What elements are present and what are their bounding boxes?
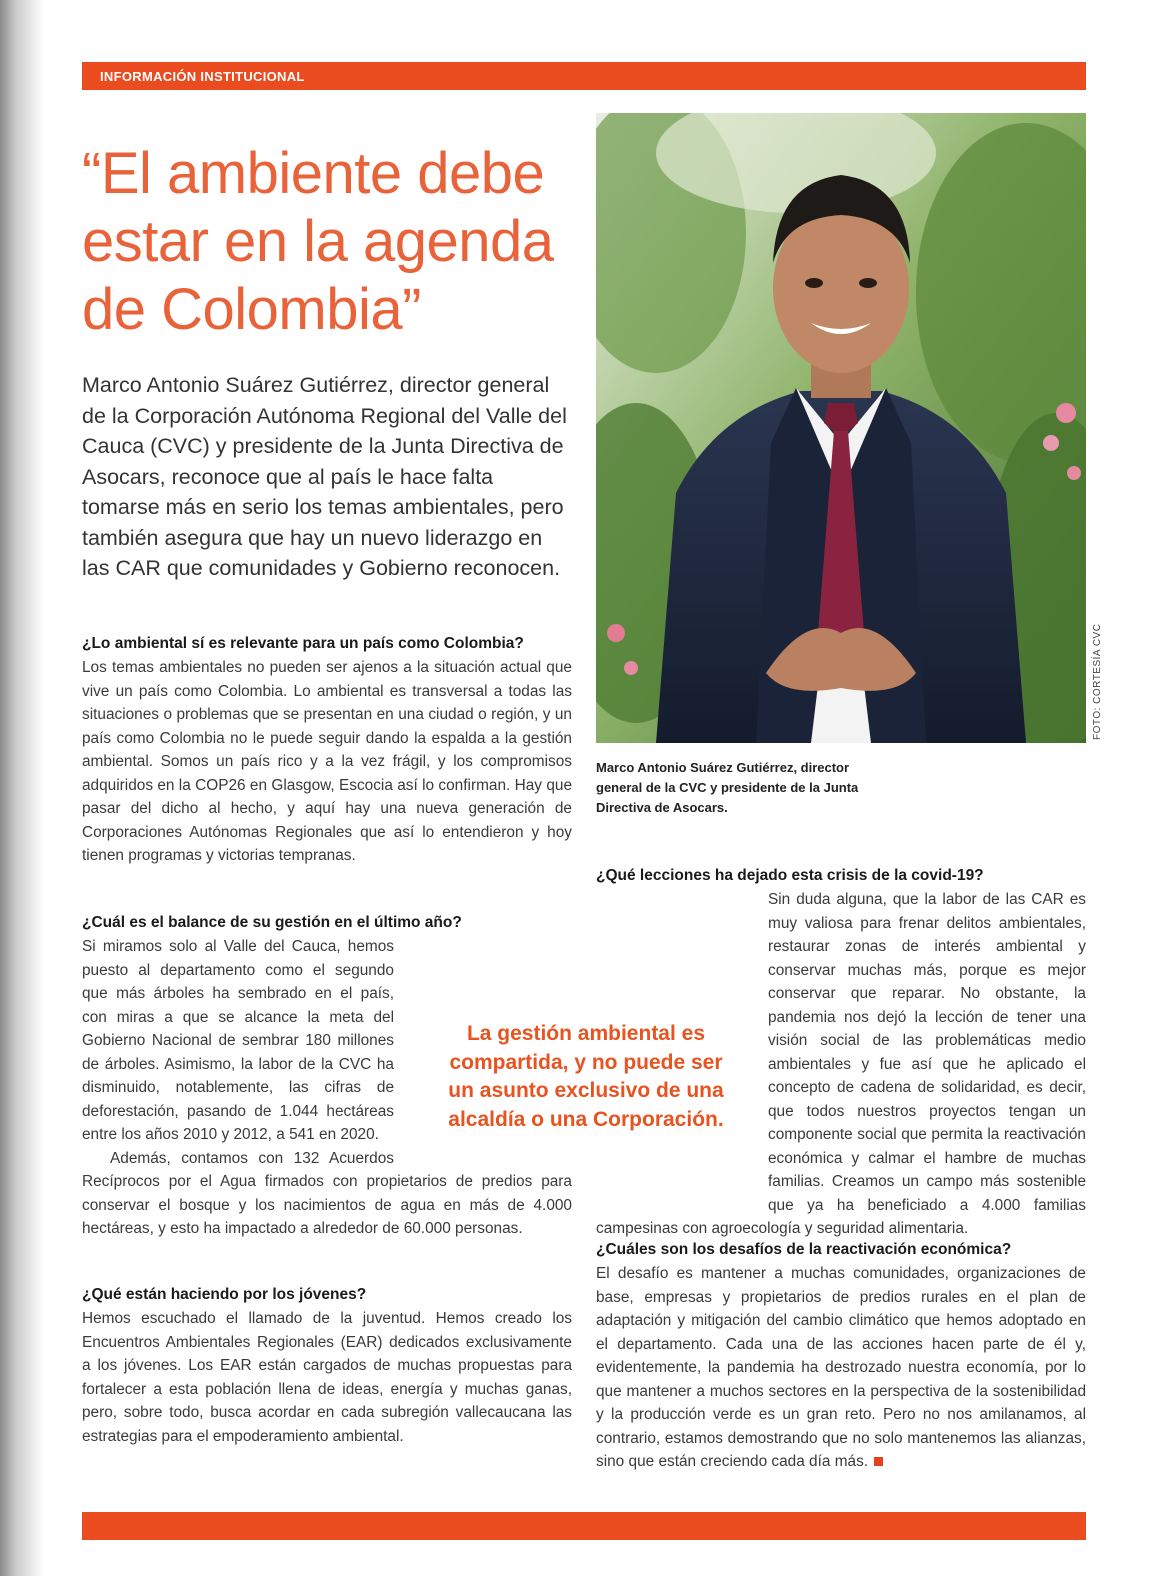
- question-4: ¿Qué lecciones ha dejado esta crisis de la covid-19?: [596, 867, 984, 884]
- question-2: ¿Cuál es el balance de su gestión en el último año?: [82, 914, 462, 931]
- answer-2-paragraph-2: Además, contamos con 132 Acuerdos Recíprocos por el Agua firmados con propietarios de predios para conservar el bosque y los nacimientos de agua en más de 4.000 hectáreas, y esto ha impactado a alrededor de 60.000 personas.: [82, 1149, 572, 1237]
- pull-quote: La gestión ambiental es compartida, y no puede ser un asunto exclusivo de una alcaldía o una Corporación.: [448, 1022, 724, 1131]
- answer-4: Sin duda alguna, que la labor de las CAR es muy valiosa para frenar delitos ambientales, restaurar zonas de interés ambiental y conservar muchas más, porque es mejor conservar que reparar. No obstante, la pandemia nos dejó la lección de tener una visión social de las problemáticas medio ambientales y fue así que he aplicado el concepto de cadena de solidaridad, es decir, que todos nuestros proyectos tengan un componente social que permita la reactivación económica y calmar el hambre de muchas familias. Creamos un campo más sostenible que ya ha beneficiado a 4.000 familias campesinas con agroecología y seguridad alimentaria.: [596, 891, 1086, 1237]
- answer-1: Los temas ambientales no pueden ser ajenos a la situación actual que vive un país como Colombia. Lo ambiental es transversal a todas las situaciones o problemas que se presentan en una ciudad o región, y un país como Colombia no le puede seguir dando la espalda a la gestión ambiental. Somos un país rico y a la vez frágil, y los compromisos adquiridos en la COP26 en Glasgow, Escocia así lo confirman. Hay que pasar del dicho al hecho, y aquí hay una nueva generación de Corporaciones Autónomas Regionales que así lo entendieron y hoy tienen programas y victorias tempranas.: [82, 659, 572, 864]
- photo-credit: FOTO: CORTESÍA CVC: [1092, 623, 1103, 740]
- page-gutter-shadow: [0, 0, 44, 1576]
- photo-caption: Marco Antonio Suárez Gutiérrez, director general de la CVC y presidente de la Junta Directiva de Asocars.: [596, 760, 859, 815]
- answer-2-paragraph-1: Si miramos solo al Valle del Cauca, hemos puesto al departamento como el segundo que más árboles ha sembrado en el país, con miras a que se alcance la meta del Gobierno Nacional de sembrar 180 millones de árboles. Asimismo, la labor de la CVC ha disminuido, notablemente, las cifras de deforestación, pasando de 1.044 hectáreas entre los años 2010 y 2012, a 541 en 2020.: [82, 938, 394, 1143]
- answer-5-container: [596, 1262, 1086, 1474]
- answer-4-container: [596, 888, 1086, 1241]
- question-3: ¿Qué están haciendo por los jóvenes?: [82, 1286, 367, 1303]
- portrait-illustration: [596, 113, 1086, 743]
- footer-bar: [82, 1512, 1086, 1540]
- question-5: ¿Cuáles son los desafíos de la reactivación económica?: [596, 1241, 1012, 1258]
- section-label: INFORMACIÓN INSTITUCIONAL: [100, 69, 305, 84]
- answer-3: Hemos escuchado el llamado de la juventud. Hemos creado los Encuentros Ambientales Regionales (EAR) dedicados exclusivamente a los jóvenes. Los EAR están cargados de muchas propuestas para fortalecer a esta población llena de ideas, energía y muchas ganas, pero, sobre todo, busca acordar en cada subregión vallecaucana las estrategias para el empoderamiento ambiental.: [82, 1310, 572, 1445]
- end-of-article-mark: [874, 1457, 883, 1466]
- question-1: ¿Lo ambiental sí es relevante para un país como Colombia?: [82, 635, 524, 652]
- section-header-bar: [82, 62, 1086, 90]
- article-lede: Marco Antonio Suárez Gutiérrez, director general de la Corporación Autónoma Regional del Valle del Cauca (CVC) y presidente de la Junta Directiva de Asocars, reconoce que al país le hace falta tomarse más en serio los temas ambientales, pero también asegura que hay un nuevo liderazgo en las CAR que comunidades y Gobierno reconocen.: [82, 373, 567, 580]
- pull-quote-spacer-right: [596, 982, 768, 1200]
- article-headline: “El ambiente debe estar en la agenda de Colombia”: [82, 141, 554, 342]
- portrait-photo: [596, 113, 1086, 743]
- answer-5: El desafío es mantener a muchas comunidades, organizaciones de base, empresas y propietarios de predios rurales en el plan de adaptación y mitigación del cambio climático que hemos adoptado en el departamento. Cada una de las acciones hacen parte de él y, evidentemente, la pandemia ha destrozado nuestra economía, por lo que mantener a muchos sectores en la perspectiva de la sostenibilidad y la producción verde es un gran reto. Pero no nos amilanamos, al contrario, estamos demostrando que no solo mantenemos las alianzas, sino que están creciendo cada día más.: [596, 1265, 1086, 1470]
